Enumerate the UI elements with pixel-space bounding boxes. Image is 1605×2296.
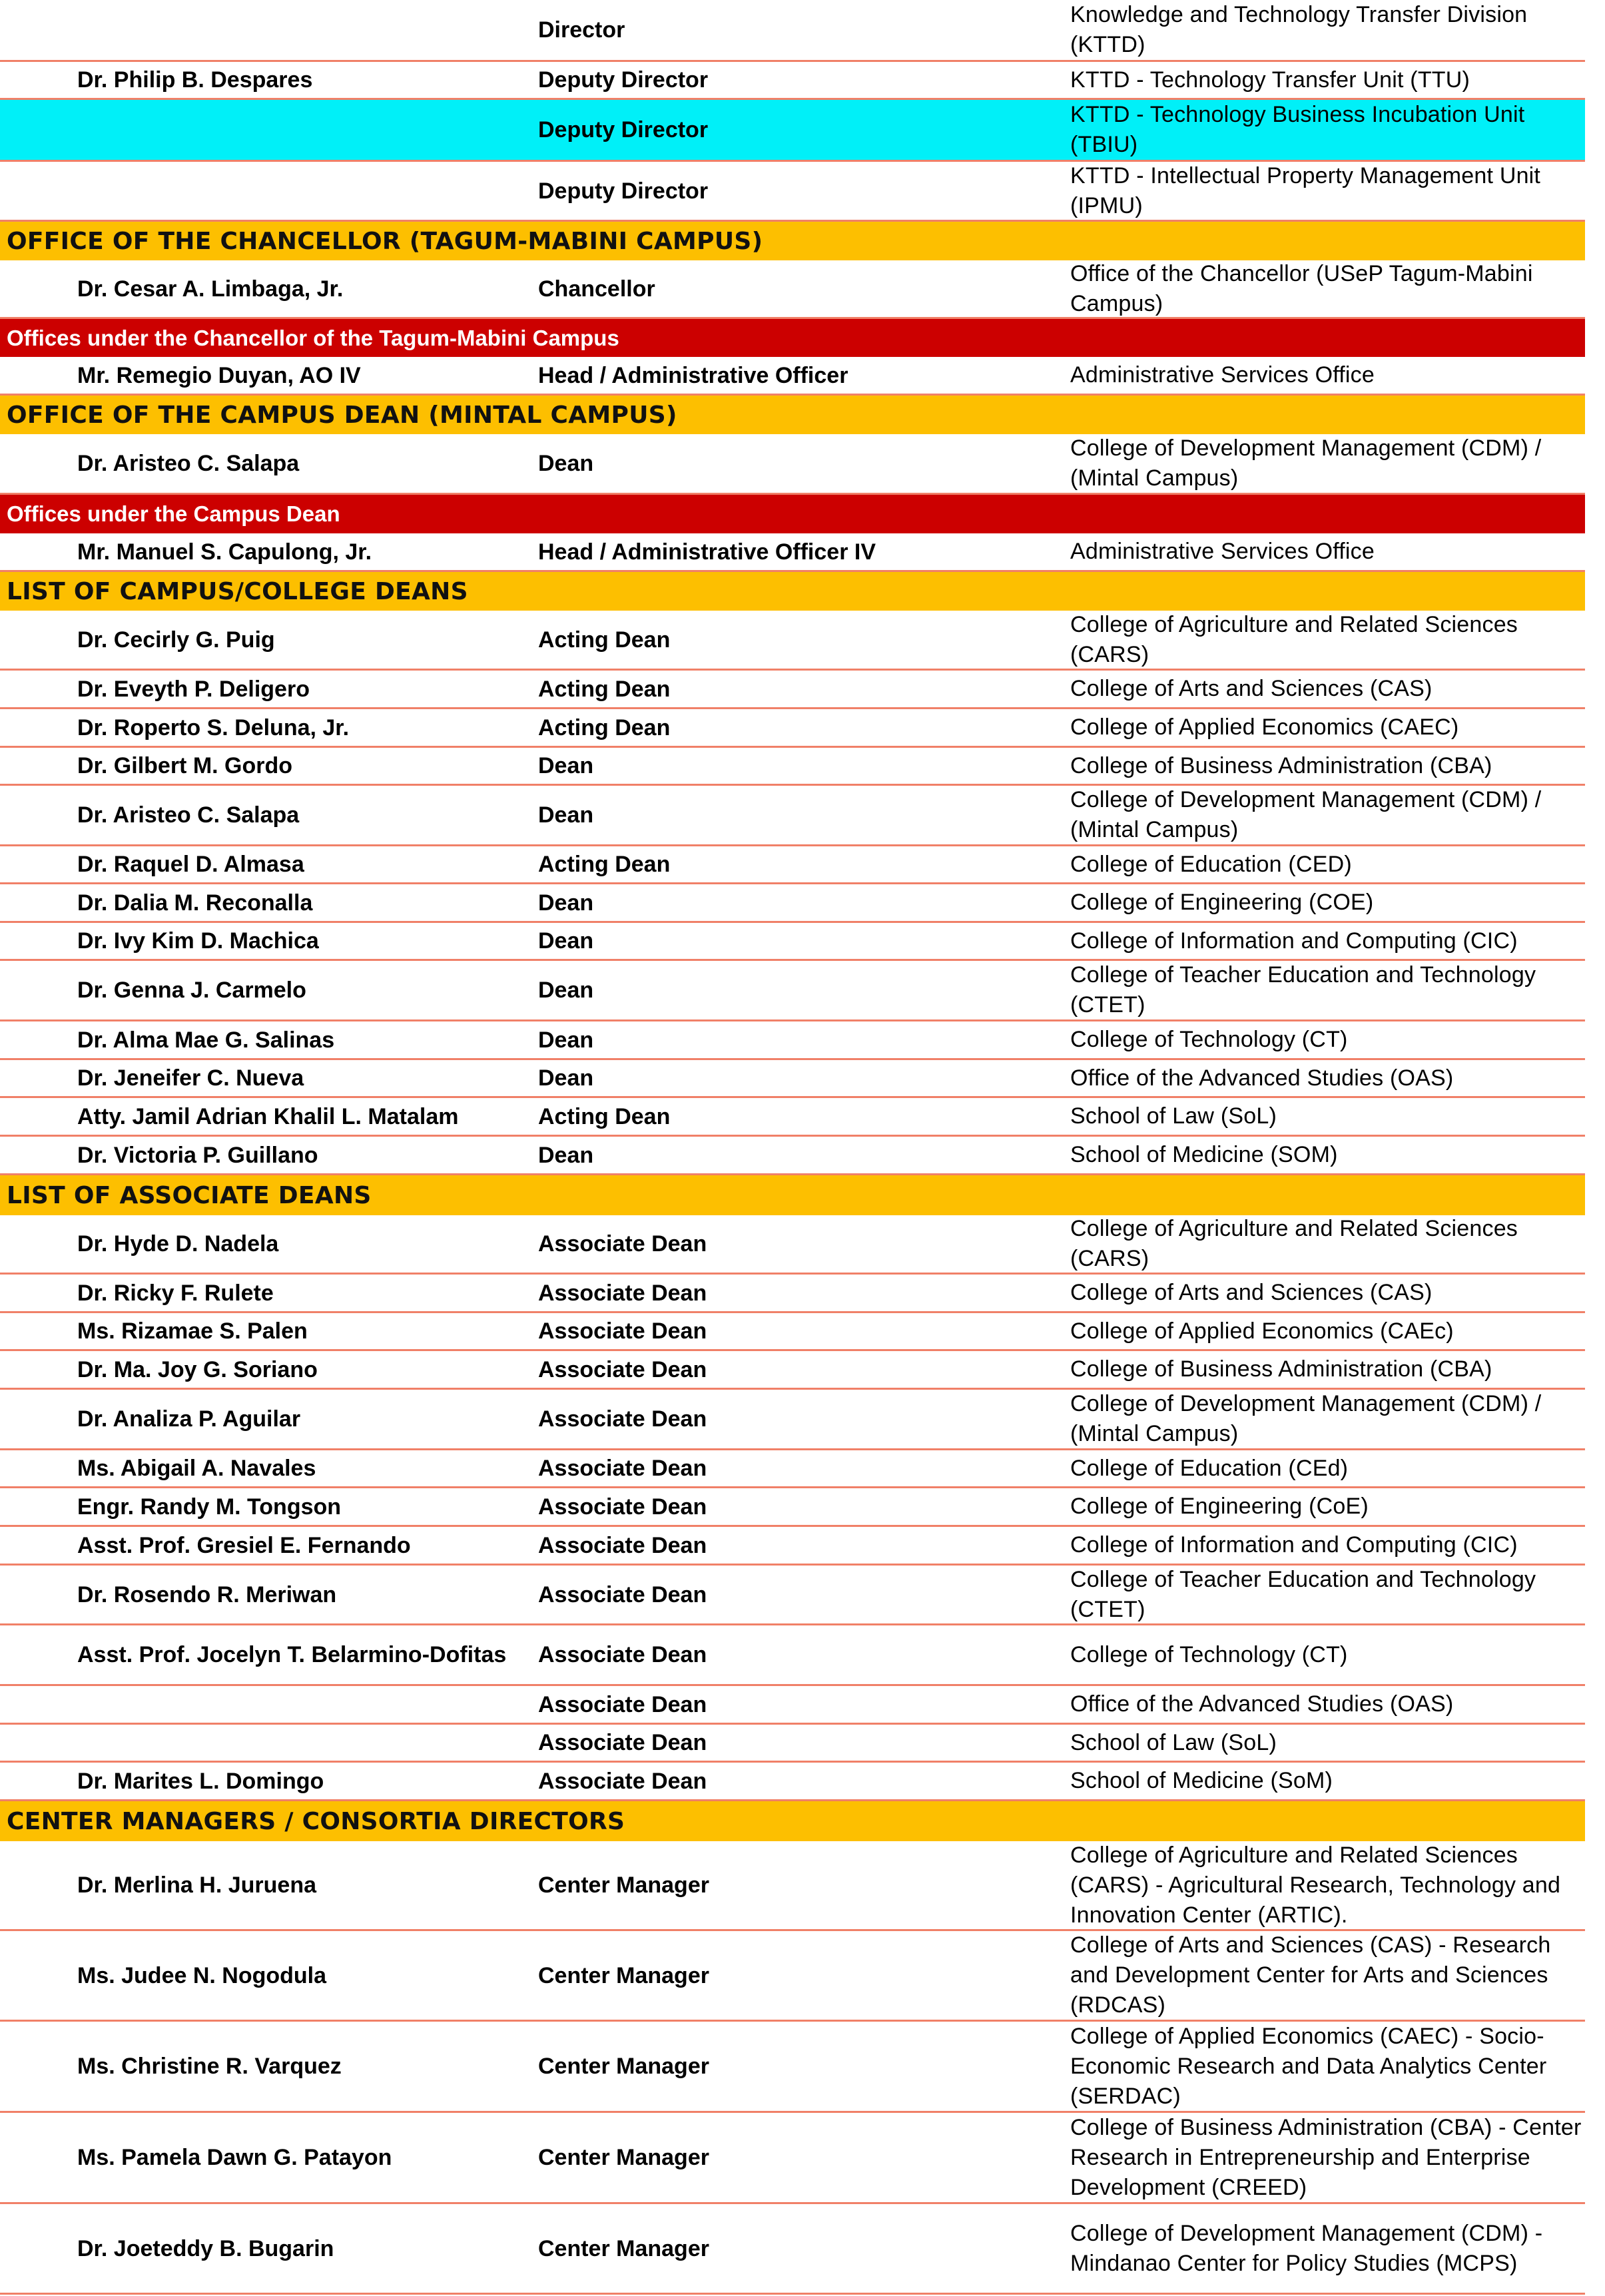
table-row xyxy=(0,961,1585,1021)
position-cell: Associate Dean xyxy=(538,1406,707,1432)
table-row xyxy=(0,846,1585,884)
office-cell: College of Applied Economics (CAEc) xyxy=(1070,1318,1454,1344)
name-cell: Ms. Abigail A. Navales xyxy=(77,1456,316,1481)
table-row xyxy=(0,1625,1585,1686)
table-row xyxy=(0,1566,1585,1625)
position-cell: Deputy Director xyxy=(538,178,709,204)
office-cell: College of Information and Computing (CIC) xyxy=(1070,1532,1518,1558)
office-cell: College of Development Management (CDM) / (Mintal Campus) xyxy=(1070,1391,1542,1446)
table-row xyxy=(0,1215,1585,1275)
position-cell: Dean xyxy=(538,928,594,954)
name-cell: Dr. Hyde D. Nadela xyxy=(77,1231,279,1257)
table-row xyxy=(0,533,1585,572)
section-header-center-managers-consortia-directors: CENTER MANAGERS / CONSORTIA DIRECTORS xyxy=(0,1801,1585,1841)
office-cell: College of Agriculture and Related Sciences (CARS) xyxy=(1070,1216,1518,1271)
office-cell: College of Development Management (CDM) / (Mintal Campus) xyxy=(1070,435,1542,491)
office-cell: School of Law (SoL) xyxy=(1070,1729,1277,1755)
name-cell: Dr. Jeneifer C. Nueva xyxy=(77,1065,304,1091)
position-cell: Dean xyxy=(538,802,594,828)
table-row xyxy=(0,1275,1585,1313)
table-row xyxy=(0,1763,1585,1801)
office-cell: School of Medicine (SoM) xyxy=(1070,1768,1333,1793)
name-cell: Dr. Cecirly G. Puig xyxy=(77,627,275,653)
table-row xyxy=(0,1137,1585,1175)
office-cell: College of Agriculture and Related Sciences (CARS) - Agricultural Research, Technology and Innovation Center (ARTIC). xyxy=(1070,1842,1561,1928)
name-cell: Dr. Rosendo R. Meriwan xyxy=(77,1581,337,1607)
table-row xyxy=(0,748,1585,786)
office-cell: KTTD - Technology Business Incubation Unit (TBIU) xyxy=(1070,102,1525,157)
office-cell: College of Engineering (CoE) xyxy=(1070,1494,1369,1519)
name-cell: Atty. Jamil Adrian Khalil L. Matalam xyxy=(77,1103,459,1129)
name-cell: Dr. Marites L. Domingo xyxy=(77,1768,324,1794)
table-row xyxy=(0,100,1585,162)
name-cell: Dr. Raquel D. Almasa xyxy=(77,852,304,877)
position-cell: Dean xyxy=(538,451,594,476)
office-cell: Office of the Advanced Studies (OAS) xyxy=(1070,1065,1454,1091)
position-cell: Acting Dean xyxy=(538,627,671,653)
table-row xyxy=(0,1725,1585,1763)
name-cell: Engr. Randy M. Tongson xyxy=(77,1494,342,1520)
table-row xyxy=(0,2204,1585,2295)
office-cell: College of Teacher Education and Technology (CTET) xyxy=(1070,962,1536,1017)
position-cell: Chancellor xyxy=(538,276,655,302)
name-cell: Dr. Eveyth P. Deligero xyxy=(77,676,310,702)
position-cell: Associate Dean xyxy=(538,1280,707,1306)
name-cell xyxy=(77,100,530,160)
name-cell: Dr. Roperto S. Deluna, Jr. xyxy=(77,715,350,740)
name-cell: Asst. Prof. Jocelyn T. Belarmino-Dofitas xyxy=(77,1642,507,1667)
position-cell: Center Manager xyxy=(538,1962,709,1988)
name-cell xyxy=(77,162,530,220)
subsection-header: Offices under the Campus Dean xyxy=(0,495,1585,533)
office-cell: College of Technology (CT) xyxy=(1070,1027,1348,1052)
name-cell: Ms. Christine R. Varquez xyxy=(77,2054,342,2079)
position-cell: Associate Dean xyxy=(538,1318,707,1344)
office-cell: School of Law (SoL) xyxy=(1070,1103,1277,1129)
table-row xyxy=(0,1686,1585,1725)
table-row xyxy=(0,1060,1585,1098)
office-cell: Administrative Services Office xyxy=(1070,362,1375,388)
position-cell: Acting Dean xyxy=(538,715,671,740)
name-cell: Dr. Ricky F. Rulete xyxy=(77,1280,274,1306)
table-row xyxy=(0,357,1585,396)
name-cell: Dr. Gilbert M. Gordo xyxy=(77,753,293,778)
section-header-list-of-associate-deans: LIST OF ASSOCIATE DEANS xyxy=(0,1175,1585,1215)
name-cell: Mr. Remegio Duyan, AO IV xyxy=(77,362,361,388)
office-cell: College of Information and Computing (CIC) xyxy=(1070,928,1518,954)
table-row xyxy=(0,1841,1585,1931)
office-cell: College of Education (CED) xyxy=(1070,851,1352,877)
section-header-list-of-campus-college-deans: LIST OF CAMPUS/COLLEGE DEANS xyxy=(0,572,1585,611)
position-cell: Associate Dean xyxy=(538,1768,707,1794)
table-row xyxy=(0,923,1585,961)
table-row xyxy=(0,1931,1585,2022)
position-cell: Associate Dean xyxy=(538,1356,707,1382)
position-cell: Associate Dean xyxy=(538,1730,707,1755)
position-cell: Center Manager xyxy=(538,2235,709,2261)
table-row xyxy=(0,786,1585,846)
table-row xyxy=(0,162,1585,222)
table-row xyxy=(0,1527,1585,1566)
table-row xyxy=(0,611,1585,671)
name-cell: Ms. Pamela Dawn G. Patayon xyxy=(77,2145,392,2170)
office-cell: Office of the Advanced Studies (OAS) xyxy=(1070,1691,1454,1717)
office-cell: College of Technology (CT) xyxy=(1070,1641,1348,1667)
office-cell: College of Arts and Sciences (CAS) - Research and Development Center for Arts and Sciences (RDCAS) xyxy=(1070,1932,1551,2018)
office-cell: College of Arts and Sciences (CAS) xyxy=(1070,1280,1433,1305)
name-cell xyxy=(77,1686,530,1723)
position-cell: Dean xyxy=(538,1027,594,1053)
office-cell: KTTD - Intellectual Property Management Unit (IPMU) xyxy=(1070,162,1541,218)
position-cell: Associate Dean xyxy=(538,1494,707,1520)
position-cell: Associate Dean xyxy=(538,1231,707,1257)
position-cell: Dean xyxy=(538,753,594,778)
position-cell: Acting Dean xyxy=(538,852,671,877)
name-cell: Dr. Joeteddy B. Bugarin xyxy=(77,2235,334,2261)
office-cell: College of Education (CEd) xyxy=(1070,1455,1349,1481)
office-cell: Knowledge and Technology Transfer Division (KTTD) xyxy=(1070,2,1528,57)
table-row xyxy=(0,1098,1585,1137)
name-cell xyxy=(77,0,530,60)
table-row xyxy=(0,709,1585,748)
office-cell: College of Business Administration (CBA) - Center Research in Entrepreneurship and Enterprise Development (CREED) xyxy=(1070,2114,1582,2200)
position-cell: Center Manager xyxy=(538,2054,709,2079)
position-cell: Associate Dean xyxy=(538,1532,707,1558)
position-cell: Deputy Director xyxy=(538,117,709,143)
table-row xyxy=(0,1021,1585,1060)
name-cell: Ms. Rizamae S. Palen xyxy=(77,1318,308,1344)
section-header-office-of-the-campus-dean-mintal-campus: OFFICE OF THE CAMPUS DEAN (MINTAL CAMPUS) xyxy=(0,396,1585,434)
position-cell: Associate Dean xyxy=(538,1691,707,1717)
name-cell: Asst. Prof. Gresiel E. Fernando xyxy=(77,1532,411,1558)
name-cell: Dr. Ma. Joy G. Soriano xyxy=(77,1356,318,1382)
subsection-header: Offices under the Chancellor of the Tagum-Mabini Campus xyxy=(0,319,1585,357)
table-row xyxy=(0,884,1585,923)
name-cell: Dr. Analiza P. Aguilar xyxy=(77,1406,301,1432)
position-cell: Head / Administrative Officer xyxy=(538,362,848,388)
position-cell: Dean xyxy=(538,1142,594,1168)
office-cell: College of Business Administration (CBA) xyxy=(1070,1356,1492,1382)
position-cell: Acting Dean xyxy=(538,676,671,702)
office-cell: Office of the Chancellor (USeP Tagum-Mabini Campus) xyxy=(1070,260,1533,316)
office-cell: College of Applied Economics (CAEC) - Socio-Economic Research and Data Analytics Center (SERDAC) xyxy=(1070,2023,1547,2109)
name-cell: Ms. Judee N. Nogodula xyxy=(77,1962,327,1988)
office-cell: College of Arts and Sciences (CAS) xyxy=(1070,676,1433,701)
table-row xyxy=(0,671,1585,709)
name-cell: Dr. Victoria P. Guillano xyxy=(77,1142,318,1168)
position-cell: Director xyxy=(538,17,625,43)
name-cell: Dr. Ivy Kim D. Machica xyxy=(77,928,319,954)
name-cell: Dr. Merlina H. Juruena xyxy=(77,1872,316,1898)
name-cell: Dr. Dalia M. Reconalla xyxy=(77,890,313,916)
table-row xyxy=(0,260,1585,319)
office-cell: KTTD - Technology Transfer Unit (TTU) xyxy=(1070,67,1470,93)
position-cell: Associate Dean xyxy=(538,1456,707,1481)
office-cell: Administrative Services Office xyxy=(1070,539,1375,564)
position-cell: Acting Dean xyxy=(538,1103,671,1129)
position-cell: Center Manager xyxy=(538,2145,709,2170)
name-cell: Dr. Cesar A. Limbaga, Jr. xyxy=(77,276,344,302)
name-cell xyxy=(77,1725,530,1761)
name-cell: Mr. Manuel S. Capulong, Jr. xyxy=(77,539,372,565)
section-header-office-of-the-chancellor-tagum-mabini-campus: OFFICE OF THE CHANCELLOR (TAGUM-MABINI CAMPUS) xyxy=(0,222,1585,260)
position-cell: Dean xyxy=(538,978,594,1003)
office-cell: College of Business Administration (CBA) xyxy=(1070,752,1492,778)
office-cell: School of Medicine (SOM) xyxy=(1070,1142,1338,1167)
position-cell: Dean xyxy=(538,1065,594,1091)
name-cell: Dr. Alma Mae G. Salinas xyxy=(77,1027,335,1053)
table-row xyxy=(0,2113,1585,2204)
office-cell: College of Agriculture and Related Sciences (CARS) xyxy=(1070,611,1518,667)
name-cell: Dr. Genna J. Carmelo xyxy=(77,978,306,1003)
office-cell: College of Teacher Education and Technology (CTET) xyxy=(1070,1566,1536,1622)
table-row xyxy=(0,1351,1585,1390)
office-cell: College of Development Management (CDM) / (Mintal Campus) xyxy=(1070,787,1542,842)
name-cell: Dr. Aristeo C. Salapa xyxy=(77,451,300,476)
position-cell: Associate Dean xyxy=(538,1581,707,1607)
table-row xyxy=(0,0,1585,62)
position-cell: Dean xyxy=(538,890,594,916)
table-row xyxy=(0,1488,1585,1527)
table-row xyxy=(0,62,1585,100)
office-cell: College of Applied Economics (CAEC) xyxy=(1070,715,1459,740)
position-cell: Head / Administrative Officer IV xyxy=(538,539,876,565)
office-cell: College of Development Management (CDM) - Mindanao Center for Policy Studies (MCPS) xyxy=(1070,2220,1543,2276)
table-row xyxy=(0,1450,1585,1488)
table-row xyxy=(0,1390,1585,1450)
name-cell: Dr. Aristeo C. Salapa xyxy=(77,802,300,828)
table-row xyxy=(0,2022,1585,2113)
office-cell: College of Engineering (COE) xyxy=(1070,890,1374,915)
table-row xyxy=(0,434,1585,495)
position-cell: Center Manager xyxy=(538,1872,709,1898)
table-row xyxy=(0,1313,1585,1351)
position-cell: Deputy Director xyxy=(538,67,709,93)
name-cell: Dr. Philip B. Despares xyxy=(77,67,313,93)
position-cell: Associate Dean xyxy=(538,1642,707,1667)
